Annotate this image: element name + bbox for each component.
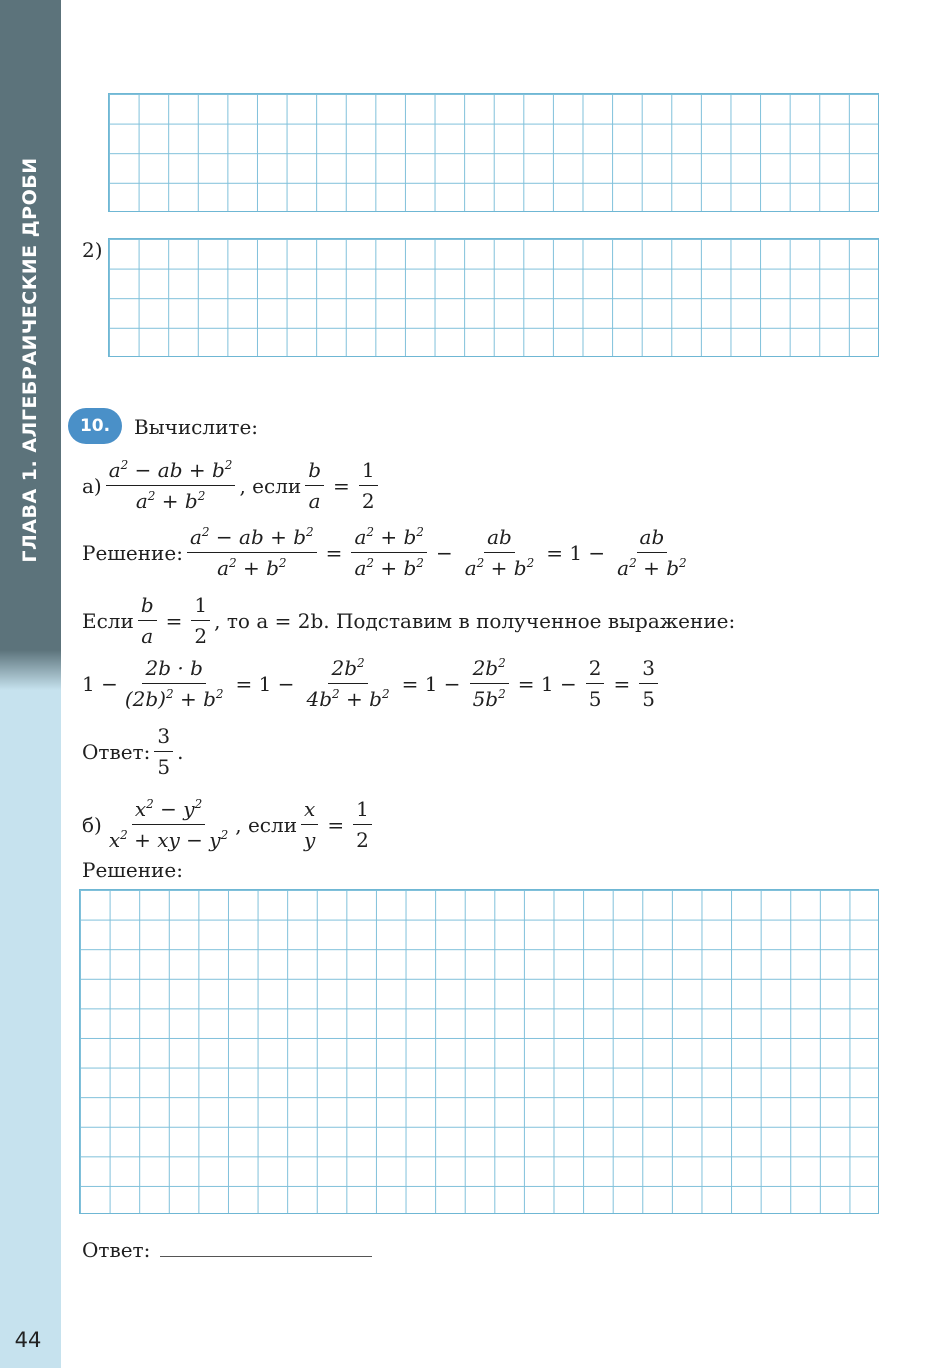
page-number: 44: [14, 1328, 42, 1352]
substitution-text: , то a = 2b. Подставим в полученное выражение:: [214, 608, 736, 633]
solution-label: Решение:: [82, 540, 183, 565]
chapter-title: ГЛАВА 1. АЛГЕБРАИЧЕСКИЕ ДРОБИ: [19, 157, 41, 563]
calculation-line: 1 − $\frac{2b \cdot b}{(2b)^2 + b^2}$ = 1 − $\frac{2b^2}{4b^2 + b^2}$ = 1 − $\frac{2b^2}{5b^2}$ = 1 − $\frac{2}{5}$ = $\frac{3}{5}$: [82, 656, 662, 711]
chapter-sidebar: [0, 0, 61, 1368]
fraction-b-over-a: $\frac{b}{a}$: [305, 458, 324, 513]
answer-grid-task-b[interactable]: [79, 889, 879, 1214]
task-a-label: а): [82, 473, 102, 498]
condition-word: , если: [239, 473, 302, 498]
task-instruction: Вычислите:: [134, 415, 259, 439]
task-b-statement: б) $\frac{x^2 - y^2}{x^2 + xy - y^2}$ , если $\frac{x}{y}$ = $\frac{1}{2}$: [82, 797, 376, 852]
substitution-if: Если: [82, 608, 134, 633]
task-a-solution: Решение: $\frac{a^2 - ab + b^2}{a^2 + b^2}$ = $\frac{a^2 + b^2}{a^2 + b^2}$ − $\frac{ab}{a^2 + b^2}$ = 1 − $\frac{ab}{a^2 + b^2}$: [82, 525, 687, 580]
answer-grid-part2[interactable]: [108, 238, 879, 357]
substitution-line: Если $\frac{b}{a}$ = $\frac{1}{2}$ , то a = 2b. Подставим в полученное выражение:: [82, 593, 736, 648]
task-b-solution-label: Решение:: [82, 858, 183, 882]
answer-a-value: $\frac{3}{5}$: [154, 724, 173, 779]
fraction-one-half: $\frac{1}{2}$: [359, 458, 378, 513]
task-b-answer-label: Ответ:: [82, 1238, 151, 1262]
answer-input-line[interactable]: [160, 1256, 372, 1257]
part2-label: 2): [82, 238, 103, 262]
answer-grid-part1[interactable]: [108, 93, 879, 212]
fraction-a-expression: $\frac{a^2 - ab + b^2}{a^2 + b^2}$: [106, 458, 236, 513]
fraction-b-expression: $\frac{x^2 - y^2}{x^2 + xy - y^2}$: [108, 797, 229, 852]
task-b-label: б): [82, 812, 102, 837]
task-a-answer: Ответ: $\frac{3}{5}$ .: [82, 724, 184, 779]
task-number-badge: 10.: [68, 408, 122, 444]
task-a-statement: а) $\frac{a^2 - ab + b^2}{a^2 + b^2}$ , если $\frac{b}{a}$ = $\frac{1}{2}$: [82, 458, 382, 513]
answer-label-a: Ответ:: [82, 739, 151, 764]
